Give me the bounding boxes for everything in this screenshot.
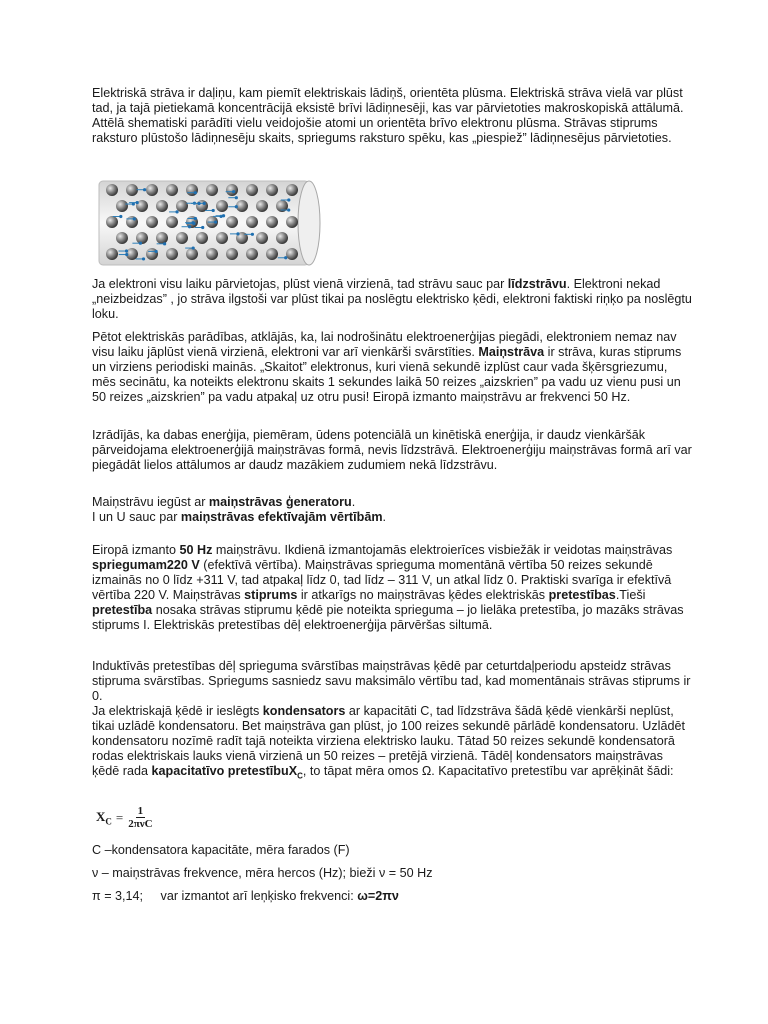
atom <box>116 232 128 244</box>
definition-capacitance: C –kondensatora kapacitāte, mēra farados (F) <box>92 843 350 857</box>
atom <box>216 200 228 212</box>
atom <box>146 216 158 228</box>
electron <box>192 246 195 249</box>
atom <box>106 248 118 260</box>
atom <box>156 232 168 244</box>
electron <box>236 232 239 235</box>
atom <box>266 184 278 196</box>
electron <box>133 217 136 220</box>
electron <box>197 202 200 205</box>
atom <box>176 200 188 212</box>
formula-lhs: $X_C$ <box>96 808 112 827</box>
atom <box>146 184 158 196</box>
atom <box>286 248 298 260</box>
electron <box>284 256 287 259</box>
atom <box>256 200 268 212</box>
atom <box>206 184 218 196</box>
electron <box>201 226 204 229</box>
electron <box>163 242 166 245</box>
atom <box>276 232 288 244</box>
atom <box>126 184 138 196</box>
atom <box>186 184 198 196</box>
atom <box>186 248 198 260</box>
paragraph-energy: Izrādījās, ka dabas enerģija, piemēram, ūdens potenciālā un kinētiskā enerģija, ir daudz vienkāršāk pārveidojama elektroenerģijā maiņstrāvas formā, nevis līdzstrāvā. Elektroenerģiju maiņstrāvas formā arī var piegādāt lielos attālumos ar daudz mazākiem zudumiem nekā līdzstrāvu. <box>92 428 692 472</box>
term-effective-values: maiņstrāvas efektīvajām vērtībām <box>180 510 383 524</box>
electron <box>235 196 238 199</box>
atom <box>166 216 178 228</box>
atom <box>216 232 228 244</box>
atom <box>286 216 298 228</box>
electron <box>194 191 197 194</box>
atom <box>256 232 268 244</box>
atom <box>196 232 208 244</box>
electron <box>155 250 158 253</box>
electron <box>232 190 235 193</box>
atom <box>236 200 248 212</box>
atom <box>116 200 128 212</box>
atom <box>246 184 258 196</box>
electron <box>188 225 191 228</box>
atom <box>106 216 118 228</box>
electron <box>287 198 290 201</box>
reactance-formula: $X_C$ = $\frac{1}{\text{2πνC}}$ <box>96 805 153 830</box>
electron <box>142 257 145 260</box>
term-direct-current: līdzstrāvu <box>507 277 567 291</box>
atoms-electron-flow-diagram <box>96 178 322 268</box>
paragraph-generator: Maiņstrāvu iegūst ar maiņstrāvas ģeneratoru. I un U sauc par maiņstrāvas efektīvajām vērtībām. <box>92 495 387 524</box>
paragraph-direct-current: Ja elektroni visu laiku pārvietojas, plūst vienā virzienā, tad strāvu sauc par līdzstrāvu. Elektroni nekad „neizbeidzas” , jo strāva ilgstoši var plūst tikai pa noslēgtu elektrisko ķēdi, elektroni faktiski riņķo pa noslēgtu loku. <box>92 277 692 321</box>
electron <box>175 210 178 213</box>
atom <box>266 216 278 228</box>
term-alternating-current: Maiņstrāva <box>478 345 545 359</box>
electron <box>139 242 142 245</box>
atom <box>226 184 238 196</box>
paragraph-alternating-current: Pētot elektriskās parādības, atklājās, ka, lai nodrošinātu elektroenerģijas piegādi, elektroniem nemaz nav visu laiku jāplūst vienā virzienā, elektroni var arī vienkārši svārstīties. Maiņstrāva ir strāva, kuras stiprums un virziens periodiski mainās. „Skaitot” elektronus, kuri vienā sekundē izplūst caur vada šķērsgriezumu, mēs secinātu, ka noteikts elektronu skaits 1 sekundes laikā 50 reizes „aizskrien” pa vadu uz vienu pusi un 50 reizes „aizskrien” pa vadu atpakaļ uz otru pusi! Eiropā izmanto maiņstrāvu ar frekvenci 50 Hz. <box>92 330 682 404</box>
atom <box>156 200 168 212</box>
atom <box>106 184 118 196</box>
atom <box>226 248 238 260</box>
term-capacitive-reactance: kapacitatīvo pretestībuX$_C$ <box>151 764 303 781</box>
atom <box>136 232 148 244</box>
electron <box>214 220 217 223</box>
atom <box>266 248 278 260</box>
atom <box>286 184 298 196</box>
atom <box>176 232 188 244</box>
electron <box>203 202 206 205</box>
paragraph-capacitor: Induktīvās pretestības dēļ sprieguma svārstības maiņstrāvas ķēdē par ceturtdaļperiodu apsteidz strāvas stipruma svārstības. Spriegums sasniedz savu maksimālo vērtību tad, kad momentānais strāvas stiprums ir 0. Ja elektriskajā ķēdē ir ieslēgts kondensators ar kapacitāti C, tad līdzstrāva šādā ķēdē vienkārši neplūst, tikai uzlādē kondensatoru. Bet maiņstrāva gan plūst, jo 100 reizes sekundē pārlādē kondensatoru. Uzlādēt kondensatoru nozīmē radīt tajā noteikta virziena elektrisko lauku. Tātad 50 reizes sekundē kondensatorā rodas elektriskais lauks vienā virzienā un 50 reizes – pretējā virzienā. Tādēļ kondensators maiņstrāvas ķēdē rada kapacitatīvo pretestībuX$_C$, to tāpat mēra omos Ω. Kapacitatīvo pretestību var aprēķināt šādi: <box>92 659 691 781</box>
electron <box>125 249 128 252</box>
electron <box>136 201 139 204</box>
atom <box>246 248 258 260</box>
definition-frequency: ν – maiņstrāvas frekvence, mēra hercos (Hz); bieži ν = 50 Hz <box>92 866 433 880</box>
electron <box>287 208 290 211</box>
electron <box>235 205 238 208</box>
term-capacitor: kondensators <box>262 704 346 718</box>
term-generator: maiņstrāvas ģeneratoru <box>208 495 352 509</box>
atom <box>166 248 178 260</box>
electron <box>212 209 215 212</box>
electron <box>194 217 197 220</box>
atom <box>206 248 218 260</box>
formula-fraction: $\frac{1}{\text{2πνC}}$ <box>128 805 153 830</box>
atom <box>166 184 178 196</box>
paragraph-intro: Elektriskā strāva ir daļiņu, kam piemīt elektriskais lādiņš, orientēta plūsma. Elektriskā strāva vielā var plūst tad, ja tajā pietiekamā koncentrācijā eksistē brīvi lādiņnesēji, kas var pārvietoties makroskopiskā attālumā. Attēlā shematiski parādīti vielu veidojošie atomi un orientēta brīvo elektronu plūsma. Strāvas stiprums raksturo plūstošo lādiņnesēju skaits, spriegums raksturo spēku, kas „piespiež” lādiņnesējus pārvietoties. <box>92 86 684 145</box>
electron <box>222 214 225 217</box>
definition-pi: π = 3,14; var izmantot arī leņķisko frekvenci: ω=2πν <box>92 889 399 903</box>
atom <box>146 248 158 260</box>
atom <box>246 216 258 228</box>
atom <box>126 216 138 228</box>
angular-frequency-formula: ω=2πν <box>357 889 399 903</box>
electron <box>143 188 146 191</box>
electron <box>119 215 122 218</box>
electron <box>191 221 194 224</box>
paragraph-50hz: Eiropā izmanto 50 Hz maiņstrāvu. Ikdienā izmantojamās elektroierīces visbiežāk ir veidotas maiņstrāvas spriegumam220 V (efektīvā vērtība). Maiņstrāvas sprieguma momentānā vērtība 50 reizes sekundē izmainās no 0 līdz +311 V, tad atpakaļ līdz 0, tad līdz – 311 V, un atkal līdz 0. Praktiski svarīga ir efektīvā vērtība 220 V. Maiņstrāvas stiprums ir atkarīgs no maiņstrāvas ķēdes elektriskās pretestības.Tieši pretestība nosaka strāvas stiprumu ķēdē pie noteikta sprieguma – jo lielāka pretestība, jo mazāks strāvas stiprums I. Elektriskās pretestības dēļ elektroenerģija pārvēršas siltumā. <box>92 543 684 632</box>
electron <box>251 233 254 236</box>
electron <box>125 253 128 256</box>
atom <box>226 216 238 228</box>
